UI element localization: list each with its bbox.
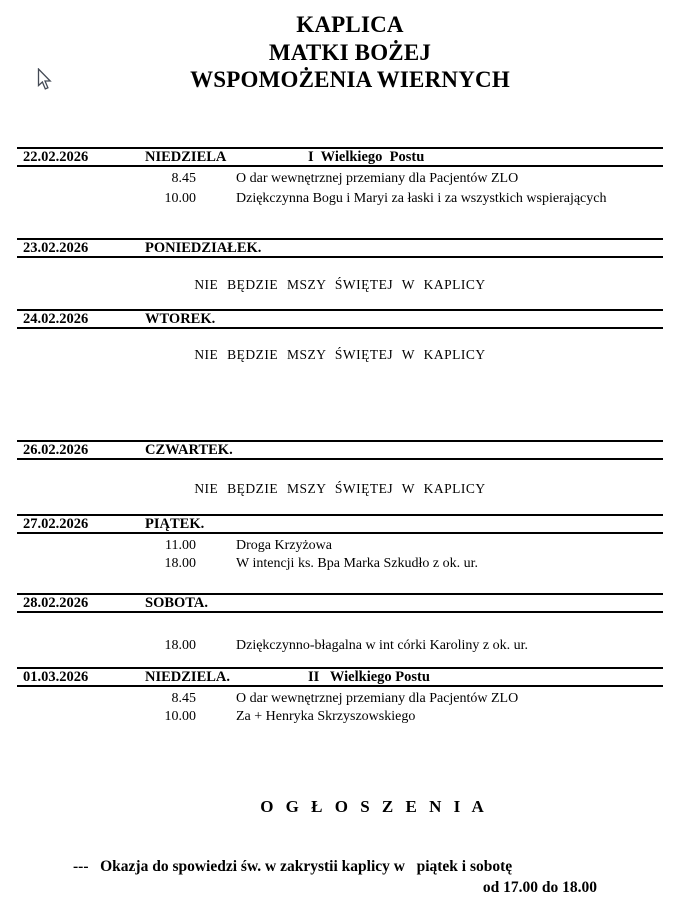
section-day: NIEDZIELA	[145, 149, 227, 165]
mass-time: 18.00	[164, 556, 196, 571]
section-period-title: I Wielkiego Postu	[308, 149, 425, 165]
section-header	[17, 147, 663, 167]
schedule-section-thursday	[17, 440, 663, 496]
section-header	[17, 667, 663, 687]
schedule-section-tuesday	[17, 309, 663, 362]
schedule-section-sunday-1	[17, 147, 663, 209]
no-mass-note: NIE BĘDZIE MSZY ŚWIĘTEJ W KAPLICY	[194, 277, 486, 292]
mass-intention: W intencji ks. Bpa Marka Szkudło z ok. ur.	[236, 556, 478, 571]
chapel-title	[26, 11, 674, 94]
section-day: WTOREK.	[145, 311, 216, 327]
section-date: 23.02.2026	[23, 240, 89, 256]
mass-row	[17, 690, 663, 708]
chapel-title-line-1: KAPLICA	[296, 12, 404, 37]
mass-row	[17, 169, 663, 189]
section-header	[17, 440, 663, 460]
section-date: 24.02.2026	[23, 311, 89, 327]
mass-intention: Droga Krzyżowa	[236, 538, 333, 553]
section-day: PONIEDZIAŁEK.	[145, 240, 262, 256]
schedule-section-friday	[17, 514, 663, 573]
announcements-block	[73, 856, 597, 898]
announcements-heading: O G Ł O S Z E N I A	[260, 797, 488, 816]
mass-row	[17, 637, 663, 655]
mass-time: 10.00	[164, 191, 196, 206]
chapel-title-line-3: WSPOMOŻENIA WIERNYCH	[190, 67, 510, 92]
section-period-title: II Wielkiego Postu	[308, 669, 430, 685]
section-date: 26.02.2026	[23, 442, 89, 458]
chapel-title-line-2: MATKI BOŻEJ	[268, 39, 432, 65]
mass-time: 8.45	[171, 171, 196, 186]
mass-time: 11.00	[165, 538, 196, 553]
section-header	[17, 309, 663, 329]
mass-row	[17, 189, 663, 209]
section-header	[17, 238, 663, 258]
mass-intention: Dziękczynno-błagalna w int córki Karoliny z ok. ur.	[236, 638, 528, 653]
section-date: 28.02.2026	[23, 595, 89, 611]
mass-row	[17, 537, 663, 555]
no-mass-note: NIE BĘDZIE MSZY ŚWIĘTEJ W KAPLICY	[194, 347, 486, 362]
mass-intention: O dar wewnętrznej przemiany dla Pacjentów ZLO	[236, 171, 519, 186]
section-header	[17, 593, 663, 613]
mass-row	[17, 708, 663, 726]
mass-intention: Za + Henryka Skrzyszowskiego	[236, 709, 416, 724]
section-date: 22.02.2026	[23, 149, 89, 165]
announcement-line-confession: --- Okazja do spowiedzi św. w zakrystii kaplicy w piątek i sobotę	[73, 858, 513, 875]
mass-time: 8.45	[171, 691, 196, 706]
section-day: NIEDZIELA.	[145, 669, 231, 685]
section-date: 27.02.2026	[23, 516, 89, 532]
mass-time: 18.00	[164, 638, 196, 653]
mass-intention: Dziękczynna Bogu i Maryi za łaski i za wszystkich wspierających	[236, 191, 607, 206]
schedule-section-saturday	[17, 593, 663, 655]
mass-intention: O dar wewnętrznej przemiany dla Pacjentów ZLO	[236, 691, 519, 706]
no-mass-note: NIE BĘDZIE MSZY ŚWIĘTEJ W KAPLICY	[194, 481, 486, 496]
section-day: CZWARTEK.	[145, 442, 233, 458]
schedule-section-monday	[17, 238, 663, 292]
section-date: 01.03.2026	[23, 669, 89, 685]
announcement-line-hours: od 17.00 do 18.00	[482, 879, 597, 896]
section-day: PIĄTEK.	[145, 516, 205, 532]
mass-time: 10.00	[164, 709, 196, 724]
section-day: SOBOTA.	[145, 595, 208, 611]
mass-row	[17, 555, 663, 573]
section-header	[17, 514, 663, 534]
schedule-section-sunday-2	[17, 667, 663, 726]
